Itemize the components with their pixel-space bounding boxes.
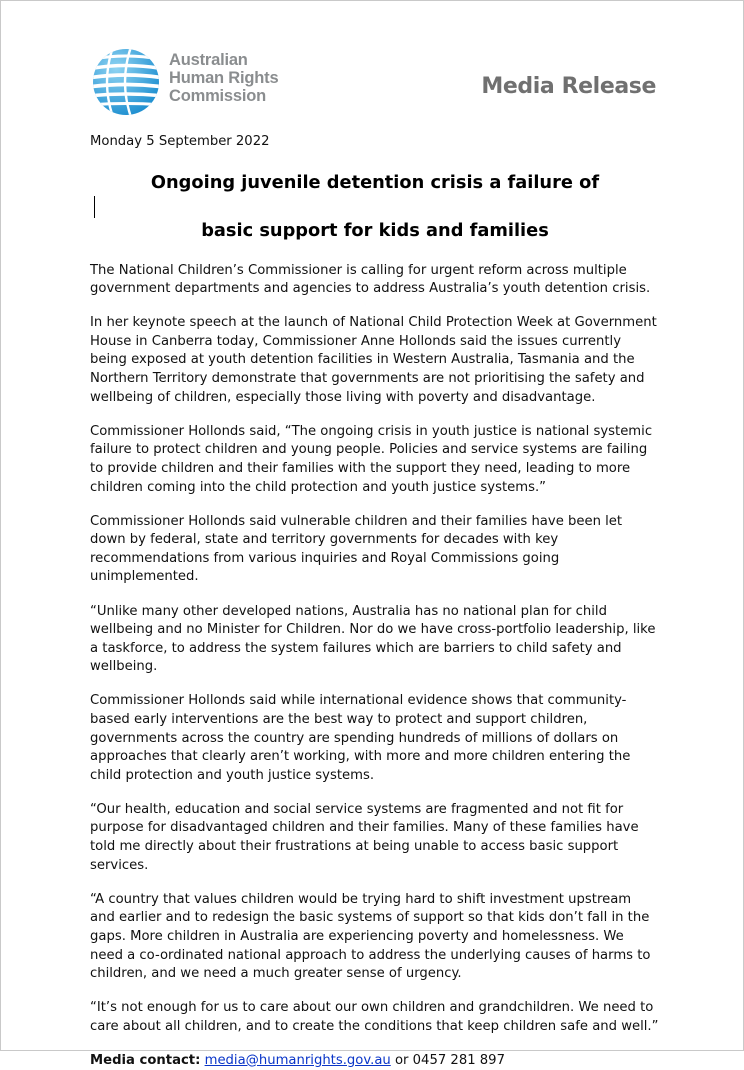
paragraph: In her keynote speech at the launch of National Child Protection Week at Government House in Canberra today, Commissioner Anne Hollonds said the issues currently being exposed at youth detention facilities in Western Australia, Tasmania and the Northern Territory demonstrate that governments are not prioritising the safety and wellbeing of children, especially those living with poverty and disadvantage. (90, 315, 657, 405)
paragraph: Commissioner Hollonds said while international evidence shows that community-based early interventions are the best way to protect and support children, governments across the country are spending hundreds of millions of dollars on approaches that clearly aren’t working, with more and more children entering the child protection and youth justice systems. (90, 693, 631, 783)
headline (90, 170, 660, 244)
headline-line-2: basic support for kids and families (201, 219, 549, 241)
headline-text-1: Ongoing juvenile detention crisis a failure of (150, 171, 600, 193)
logo-wordmark (169, 51, 278, 105)
paragraph: “A country that values children would be trying hard to shift investment upstream and earlier and to redesign the basic systems of support so that kids don’t fall in the gaps. More children in Australia are experiencing poverty and homelessness. We need a co-ordinated national approach to address the underlying causes of harms to children, and we need a much greater sense of urgency. (90, 891, 651, 982)
paragraph: “It’s not enough for us to care about our own children and grandchildren. We need to care about all children, and to create the conditions that keep children safe and well.” (90, 1000, 659, 1034)
paragraph: Commissioner Hollonds said vulnerable children and their families have been let down by federal, state and territory governments for decades with key recommendations from various inquiries and Royal Commissions going unimplemented. (90, 513, 623, 585)
paragraph: “Our health, education and social service systems are fragmented and not fit for purpose for disadvantaged children and their families. Many of these families have told me directly about their frustrations at being unable to access basic support services. (90, 801, 639, 873)
paragraph: “Unlike many other developed nations, Australia has no national plan for child wellbeing and no Minister for Children. Nor do we have cross-portfolio leadership, like a taskforce, to address the system failures which are barriers to child safety and wellbeing. (90, 603, 656, 675)
media-contact-label: Media contact: (90, 1052, 201, 1068)
article-body (90, 133, 660, 1070)
media-release-badge: Media Release (481, 74, 656, 99)
logo-line: Commission (169, 87, 267, 105)
globe-logo-icon (92, 48, 160, 116)
commission-logo (92, 48, 278, 116)
media-contact (90, 1052, 660, 1070)
headline-line-1 (90, 170, 660, 218)
text-cursor (94, 196, 95, 218)
media-phone: 0457 281 897 (412, 1052, 505, 1068)
paragraph: Commissioner Hollonds said, “The ongoing crisis in youth justice is national systemic failure to protect children and young people. Policies and service systems are failing to provide children and their families with the support they need, leading to more children coming into the child protection and youth justice systems.” (90, 423, 653, 495)
paragraph: The National Children’s Commissioner is calling for urgent reform across multiple government departments and agencies to address Australia’s youth detention crisis. (90, 262, 651, 297)
logo-line: Human Rights (169, 69, 279, 87)
logo-line: Australian (169, 51, 248, 69)
media-email-link[interactable]: media@humanrights.gov.au (204, 1052, 391, 1068)
contact-separator: or (394, 1052, 409, 1068)
release-date: Monday 5 September 2022 (90, 134, 270, 149)
